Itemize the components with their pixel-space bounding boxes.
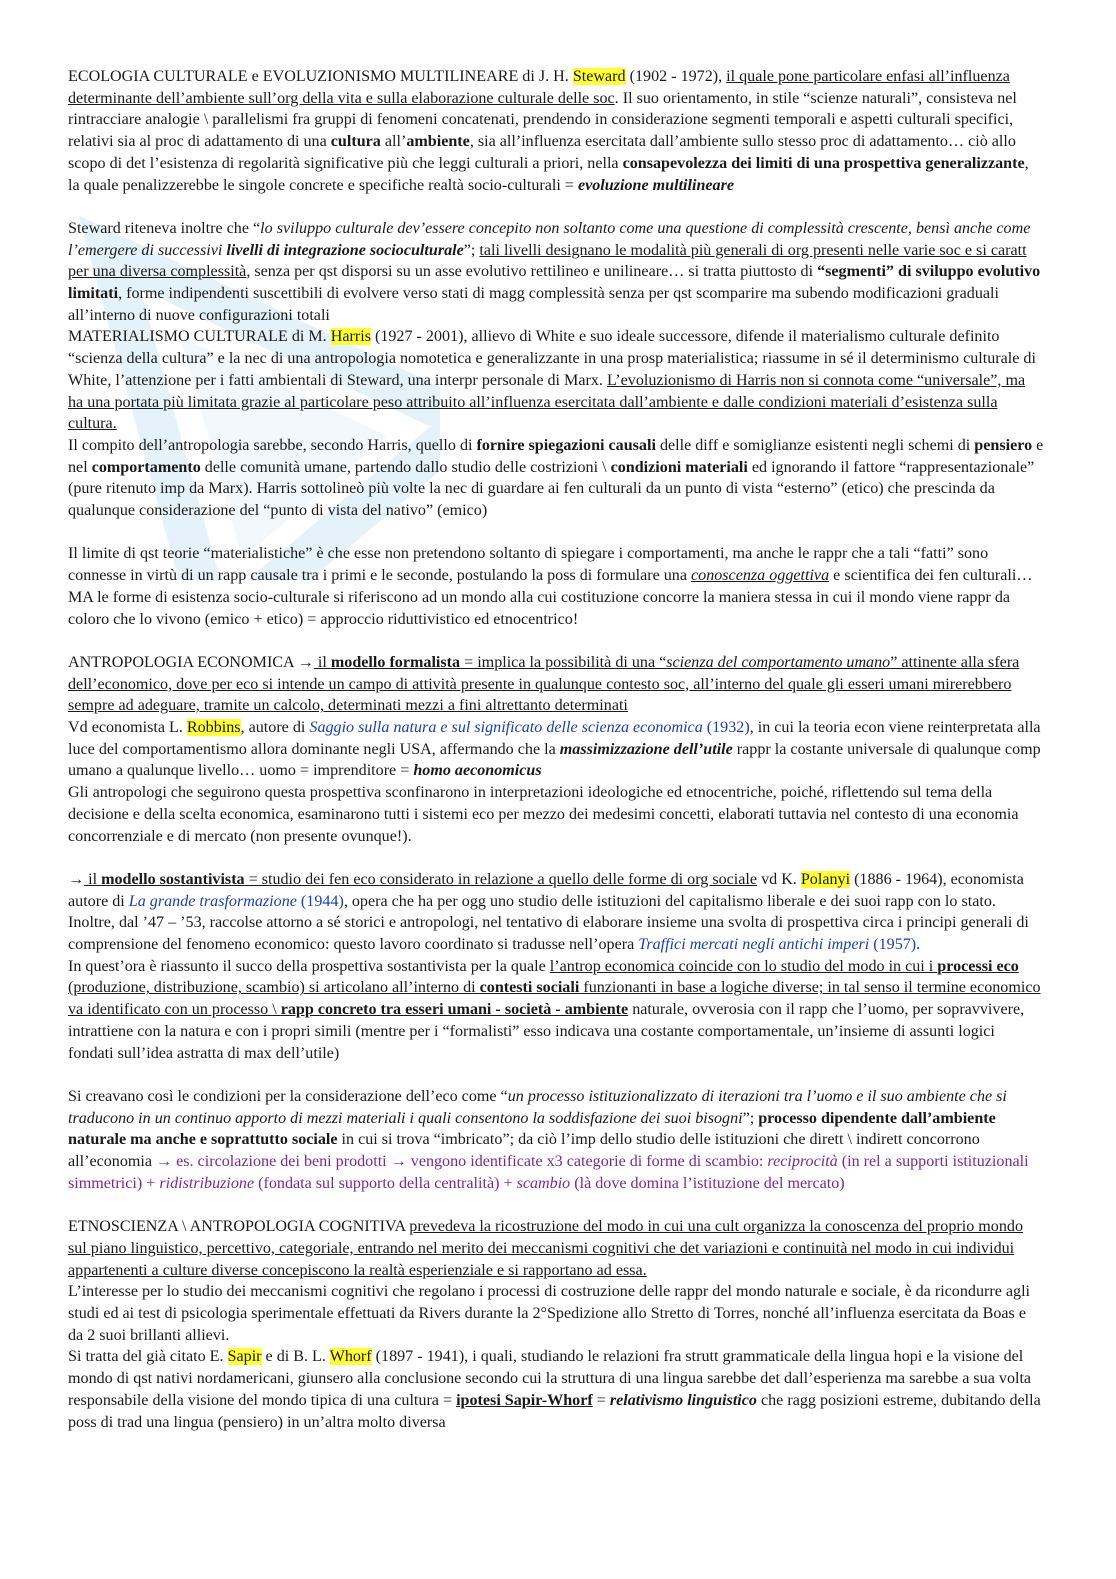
paragraph-ecologia-culturale: ECOLOGIA CULTURALE e EVOLUZIONISMO MULTILINEARE di J. H. Steward (1902 - 1972), il quale pone particolare enfasi all’influenza determinante dell’ambiente sull’org della vita e sulla elaborazione culturale delle soc. Il suo orientamento, in stile “scienze naturali”, consisteva nel rintracciare analogie \ parallelismi fra gruppi di fenomeni concatenati, prendendo in considerazione segmenti temporali e aspetti culturali specifici, relativi sia al proc di adattamento di una cultura all’ambiente, sia all’influenza esercitata dall’ambiente sullo stesso proc di adattamento… ciò allo scopo di det l’esistenza di regolarità significative più che leggi culturali a priori, nella consapevolezza dei limiti di una prospettiva generalizzante, la quale penalizzerebbe le singole concrete e specifiche realtà socio-culturali = evoluzione multilineare (68, 68, 1029, 194)
highlight-harris: Harris (330, 328, 371, 346)
paragraph-steward-livelli: Steward riteneva inoltre che “lo sviluppo culturale dev’essere concepito non soltanto come una questione di complessità crescente, bensì anche come l’emergere di successivi livelli di integrazione socioculturale”; tali livelli designano le modalità più generali di org presenti nelle varie soc e si caratt per una diversa complessità, senza per qst disporsi su un asse evolutivo rettilineo e unilineare… si tratta piuttosto di “segmenti” di sviluppo evolutivo limitati, forme indipendenti suscettibili di evolvere verso stati di magg complessità senza per qst scomparire ma subendo modificazioni graduali all’interno di nuove configurazioni totali (68, 219, 1041, 324)
paragraph-antropologi-formalisti: Gli antropologi che seguirono questa prospettiva sconfinarono in interpretazioni ideologiche ed etnocentriche, poiché, riflettendo sul tema della decisione e della scelta economica, esaminarono tutti i sistemi eco per mezzo dei medesimi concetti, elaborati tuttavia nel contesto di una economia concorrenziale e di mercato (non presente ovunque!). (68, 784, 1019, 845)
paragraph-sapir-whorf: Si tratta del già citato E. Sapir e di B. L. Whorf (1897 - 1941), i quali, studiando le relazioni fra strutt grammaticale della lingua hopi e la visione del mondo di qst nativi nordamericani, giunsero alla conclusione secondo cui la struttura di una lingua sarebbe det dall’esperienza ma sarebbe a sua volta responsabile della visione del mondo tipica di una cultura = ipotesi Sapir-Whorf = relativismo linguistico che ragg posizioni estreme, dubitando della poss di trad una lingua (pensiero) in un’altra molto diversa (68, 1348, 1041, 1431)
paragraph-meccanismi-cognitivi: L’interesse per lo studio dei meccanismi cognitivi che regolano i processi di costruzione delle rappr del mondo naturale e sociale, è da ricondurre agli studi ed ai test di psicologia sperimentale effettuati da Rivers durante la 2°Spedizione allo Stretto di Torres, nonché all’influenza esercitata da Boas e da 2 suoi brillanti allievi. (68, 1283, 1031, 1344)
paragraph-materialismo-culturale: MATERIALISMO CULTURALE di M. Harris (1927 - 2001), allievo di White e suo ideale successore, difende il materialismo culturale definito “scienza della cultura” e la nec di una antropologia nomotetica e generalizzante in una prosp materialistica; riassume in sé il determinismo culturale di White, l’attenzione per i fatti ambientali di Steward, una interpr personale di Marx. L’evoluzionismo di Harris non si connota come “universale”, ma ha una portata più limitata grazie al particolare peso attribuito all’influenza esercitata dall’ambiente e dalle condizioni materiali d’esistenza sulla cultura. (68, 328, 1036, 433)
arrow-icon: → (156, 1153, 173, 1171)
highlight-whorf: Whorf (329, 1348, 372, 1366)
highlight-sapir: Sapir (227, 1348, 262, 1366)
paragraph-limite-teorie: Il limite di qst teorie “materialistiche” è che esse non pretendono soltanto di spiegare i comportamenti, ma anche le rappr che a tali “fatti” sono connesse in virtù di un rapp causale tra i primi e le seconde, postulando la poss di formulare una conoscenza oggettiva e scientifica dei fen culturali… MA le forme di esistenza socio-culturale si riferiscono ad un mondo alla cui costituzione concorre la maniera stessa in cui il mondo viene rappr da coloro che lo vivono (emico + etico) = approccio riduttivistico ed etnocentrico! (68, 545, 1033, 628)
highlight-polanyi: Polanyi (800, 870, 851, 888)
arrow-icon: → (390, 1153, 407, 1171)
paragraph-processo-istituzionalizzato: Si creavano così le condizioni per la considerazione dell’eco come “un processo istituzionalizzato di iterazioni tra l’uomo e il suo ambiente che si traducono in un continuo apporto di mezzi materiali i quali consentono la soddisfazione dei suoi bisogni”; processo dipendente dall’ambiente naturale ma anche e soprattutto sociale in cui si trova “imbricato”; da ciò l’imp dello studio delle istituzioni che dirett \ indirett concorrono all’economia → es. circolazione dei beni prodotti → vengono identificate x3 categorie di forme di scambio: reciprocità (in rel a supporti istituzionali simmetrici) + ridistribuzione (fondata sul supporto della centralità) + scambio (là dove domina l’istituzione del mercato) (68, 1087, 1029, 1192)
paragraph-prospettiva-sostantivista: In quest’ora è riassunto il succo della prospettiva sostantivista per la quale l’antrop economica coincide con lo studio del modo in cui i processi eco (produzione, distribuzione, scambio) si articolano all’interno di contesti sociali funzionanti in base a logiche diverse; in tal senso il termine economico va identificato con un processo \ rapp concreto tra esseri umani - società - ambiente naturale, ovverosia con il rapp che l’uomo, per sopravvivere, intrattiene con la natura e con i propri simili (mentre per i “formalisti” esso indicava una costante comportamentale, un’insieme di assunti logici fondati sull’idea astratta di max dell’utile) (68, 957, 1041, 1062)
arrow-icon: → (68, 870, 85, 888)
document-page (68, 66, 1044, 1433)
paragraph-robbins: Vd economista L. Robbins, autore di Saggio sulla natura e sul significato delle scienza economica (1932), in cui la teoria econ viene reinterpretata alla luce del comportamentismo allora dominante negli USA, affermando che la massimizzazione dell’utile rappr la costante universale di qualunque comp umano a qualunque livello… uomo = imprenditore = homo aeconomicus (68, 719, 1041, 780)
paragraph-etnoscienza: ETNOSCIENZA \ ANTROPOLOGIA COGNITIVA prevedeva la ricostruzione del modo in cui una cult organizza la conoscenza del proprio mondo sul piano linguistico, percettivo, categoriale, entrando nel merito dei meccanismi cognitivi che det variazioni e continuità nel modo in cui individui appartenenti a culture diverse concepiscono la realtà esperienziale e si rapportano ad essa. (68, 1218, 1023, 1279)
paragraph-modello-sostantivista: → il modello sostantivista = studio dei fen eco considerato in relazione a quello delle forme di org sociale vd K. Polanyi (1886 - 1964), economista autore di La grande trasformazione (1944), opera che ha per ogg uno studio delle istituzioni del capitalismo liberale e dei suoi rapp con lo stato. Inoltre, dal ’47 – ’53, raccolse attorno a sé storici e antropologi, nel tentativo di elaborare insieme una svolta di prospettiva circa i principi generali di comprensione del fenomeno economico: questo lavoro coordinato si tradusse nell’opera Traffici mercati negli antichi imperi (1957). (68, 870, 1029, 954)
arrow-icon: → (297, 653, 314, 671)
highlight-robbins: Robbins (186, 719, 241, 737)
paragraph-antropologia-economica: ANTROPOLOGIA ECONOMICA → il modello formalista = implica la possibilità di una “scienza del comportamento umano” attinente alla sfera dell’economico, dove per eco si intende un campo di attività presente in qualunque contesto soc, all’interno del quale gli esseri umani mirerebbero sempre ad adeguare, tramite un calcolo, determinati mezzi a fini altrettanto determinati (68, 653, 1020, 715)
paragraph-compito-antropologia: Il compito dell’antropologia sarebbe, secondo Harris, quello di fornire spiegazioni causali delle diff e somiglianze esistenti negli schemi di pensiero e nel comportamento delle comunità umane, partendo dallo studio delle costrizioni \ condizioni materiali ed ignorando il fattore “rappresentazionale” (pure ritenuto imp da Marx). Harris sottolineò più volte la nec di guardare ai fen culturali da un punto di vista “esterno” (etico) che prescinda da qualunque considerazione del “punto di vista del nativo” (emico) (68, 436, 1044, 520)
highlight-steward: Steward (572, 68, 626, 85)
